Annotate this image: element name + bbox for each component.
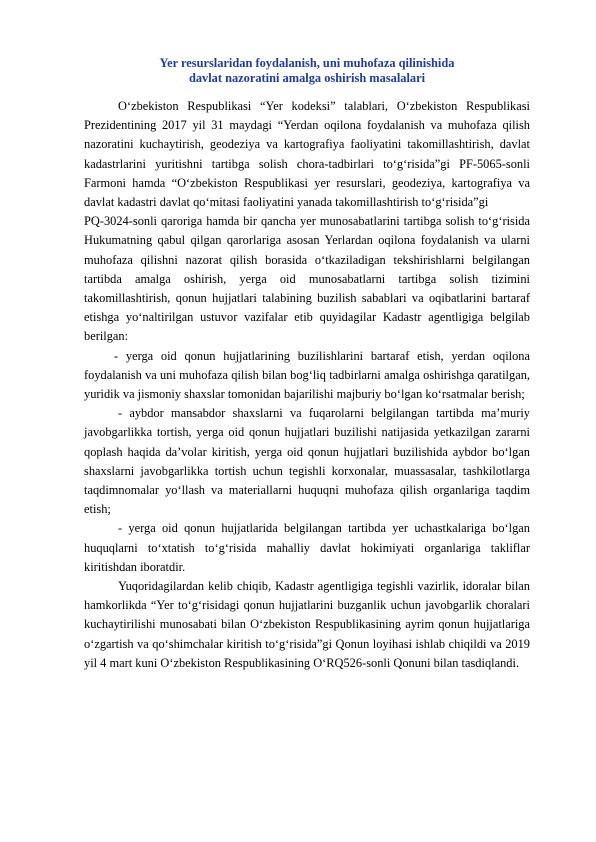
list-item: - aybdor mansabdor shaxslarni va fuqarolarni belgilangan tartibda ma’muriy javobgarlikka tortish, yerga oid qonun hujjatlari buzilishi natijasida yetkazilgan zararni qoplash haqida da’volar kiritish, yerga oid qonun hujjatlari buzilishida aybdor bo‘lgan shaxslarni javobgarlikka tortish uchun tegishli korxonalar, muassasalar, tashkilotlarga taqdimnomalar yo‘llash va materiallarni huquqni muhofaza qilish organlariga taqdim etish; <box>84 406 530 517</box>
intro-paragraph <box>84 97 530 347</box>
list-item: - yerga oid qonun hujjatlarida belgilangan tartibda yer uchastkalariga bo‘lgan huquqlarni to‘xtatish to‘g‘risida mahalliy davlat hokimiyati organlariga takliflar kiritishdan iboratdir. <box>84 521 530 574</box>
document-page <box>84 56 530 673</box>
document-title <box>84 56 530 85</box>
intro-paragraph-part-2: PQ-3024-sonli qaroriga hamda bir qancha yer munosabatlarini tartibga solish to‘g‘risida Hukumatning qabul qilgan qarorlariga asosan Yerlardan oqilona foydalanish va ularni muhofaza qilishni nazorat qilish borasida o‘tkaziladigan tekshirishlarni belgilangan tartibda amalga oshirish, yerga oid munosabatlarni tartibga solish tizimini takomillashtirish, qonun hujjatlari talabining buzilish sabablari va oqibatlarini bartaraf etishga yo‘naltirilgan ustuvor vazifalar etib quyidagilar Kadastr agentligiga belgilab berilgan: <box>84 214 530 344</box>
title-line-1: Yer resurslaridan foydalanish, uni muhofaza qilinishida <box>159 56 455 70</box>
intro-paragraph-part-1: O‘zbekiston Respublikasi “Yer kodeksi” talablari, O‘zbekiston Respublikasi Prezidentining 2017 yil 31 maydagi “Yerdan oqilona foydalanish va muhofaza qilish nazoratini kuchaytirish, geodeziya va kartografiya faoliyatini takomillashtirish, davlat kadastrlarini yuritishni tartibga solish chora-tadbirlari to‘g‘risida”gi PF-5065-sonli Farmoni hamda “O‘zbekiston Respublikasi yer resurslari, geodeziya, kartografiya va davlat kadastri davlat qo‘mitasi faoliyatini yanada takomillashtirish to‘g‘risida”gi <box>84 99 530 210</box>
list-item: - yerga oid qonun hujjatlarining buzilishlarini bartaraf etish, yerdan oqilona foydalanish va uni muhofaza qilish bilan bog‘liq tadbirlarni amalga oshirishga qaratilgan, yuridik va jismoniy shaxslar tomonidan bajarilishi majburiy bo‘lgan ko‘rsatmalar berish; <box>84 348 530 402</box>
title-line-2: davlat nazoratini amalga oshirish masalalari <box>188 70 426 85</box>
closing-paragraph: Yuqoridagilardan kelib chiqib, Kadastr agentligiga tegishli vazirlik, idoralar bilan hamkorlikda “Yer to‘g‘risidagi qonun hujjatlarini buzganlik uchun javobgarlik choralari kuchaytirilishi munosabati bilan O‘zbekiston Respublikasining ayrim qonun hujjatlariga o‘zgartish va qo‘shimchalar kiritish to‘g‘risida”gi Qonun loyihasi ishlab chiqildi va 2019 yil 4 mart kuni O‘zbekiston Respublikasining O‘RQ526-sonli Qonuni bilan tasdiqlandi. <box>84 579 530 670</box>
